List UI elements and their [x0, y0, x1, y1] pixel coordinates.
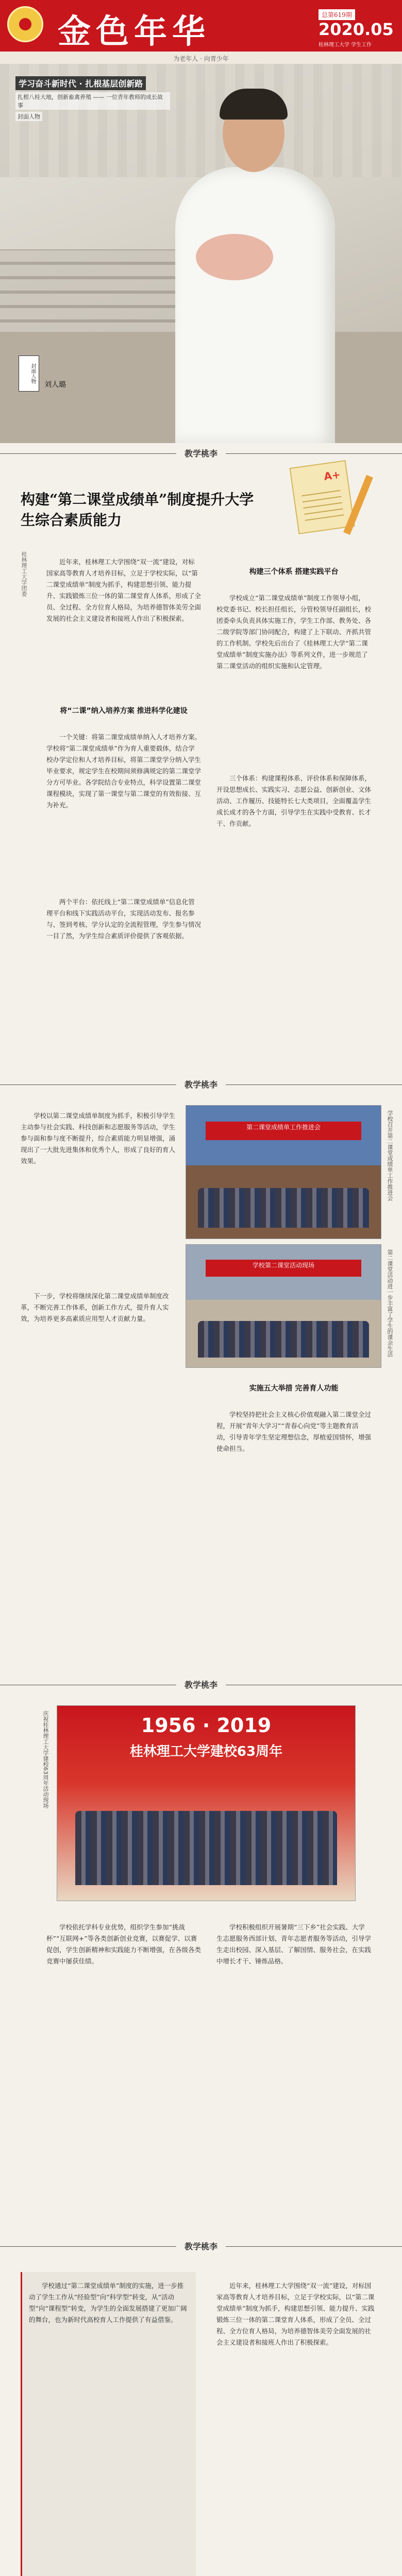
article-paragraph-9: 学校依托学科专业优势，组织学生参加“挑战杯”“互联网+”等各类创新创业竞赛，以赛促学、以赛促创，学生创新精神和实践能力不断增强，在各级各类竞赛中屡获佳绩。 [46, 1923, 202, 1965]
cover-subline: 扎根八桂大地，创新畜禽养殖 —— 一位青年教师的成长故事 [15, 92, 170, 110]
column-label-2: 教学桃李 [176, 1078, 226, 1090]
activity-photo [186, 1244, 381, 1368]
cover-text-block [15, 76, 170, 121]
piglet-image [196, 234, 273, 280]
column-label-4: 教学桃李 [176, 2240, 226, 2252]
publisher-line: 桂林理工大学 学生工作 [319, 42, 372, 48]
meeting-photo-banner: 第二课堂成绩单工作推进会 [206, 1122, 361, 1140]
article-author: 桂林理工大学团委 [21, 551, 27, 597]
pen-fence [0, 249, 175, 337]
slogan: 为老年人 · 向青少年 [0, 52, 402, 64]
side-column-subhead: 构建三个体系 搭建实践平台 [249, 568, 339, 576]
article-paragraph-1: 近年来，桂林理工大学围绕“双一流”建设，对标国家高等教育人才培养目标，立足于学校实际，以“第二课堂成绩单”制度为抓手，构建思想引领、能力提升、实践锻炼三位一体的第二课堂育人体系，形成了全员、全过程、全方位育人格局，为培养德智体美劳全面发展的社会主义建设者和接班人作出了积极探索。 [46, 558, 202, 622]
anniversary-photo [57, 1705, 356, 1901]
section-subhead-1: 将“二课”纳入培养方案 推进科学化建设 [60, 707, 188, 715]
article-paragraph-7: 下一步，学校将继续深化第二课堂成绩单制度改革，不断完善工作体系，创新工作方式，提升育人实效，为培养更多高素质应用型人才贡献力量。 [21, 1292, 169, 1323]
section-subhead-2: 实施五大举措 完善育人功能 [249, 1384, 339, 1393]
column-header-2 [0, 1074, 402, 1095]
article-paragraph-4: 两个平台：依托线上“第二课堂成绩单”信息化管理平台和线下实践活动平台，实现活动发布、报名参与、签到考核、学分认定的全流程管理，学生参与情况一目了然，为学生综合素质评价提供了客观依据。 [46, 898, 202, 940]
article-title: 构建“第二课堂成绩单”制度提升大学生综合素质能力 [21, 491, 254, 529]
cover-kicker: 学习奋斗新时代 · 扎根基层创新路 [15, 76, 146, 90]
issue-number-tag: 总第619期 [319, 9, 355, 20]
cover-photo [0, 64, 402, 443]
photo-caption-1: 学校召开第二课堂成绩单工作推进会 [387, 1110, 393, 1201]
masthead-band [0, 0, 402, 52]
cover-person-name: 刘人璐 [44, 381, 66, 389]
anniversary-years: 1956 · 2019 [141, 1714, 272, 1737]
article-page-1 [0, 443, 402, 1074]
article-paragraph-1-repeat: 近年来，桂林理工大学围绕“双一流”建设，对标国家高等教育人才培养目标，立足于学校实际，以“第二课堂成绩单”制度为抓手，构建思想引领、能力提升、实践锻炼三位一体的第二课堂育人体系，形成了全员、全过程、全方位育人格局，为培养德智体美劳全面发展的社会主义建设者和接班人作出了积极探索。 [216, 2282, 375, 2346]
anniversary-title: 桂林理工大学建校63周年 [129, 1744, 283, 1759]
article-page-2 [0, 1074, 402, 1674]
cover-subline-2: 封面人物 [15, 112, 42, 121]
article-paragraph-10: 学校积极组织开展暑期“三下乡”社会实践、大学生志愿服务西部计划、青年志愿者服务等活动，引导学生走出校园、深入基层、了解国情、服务社会，在实践中增长才干、锤炼品格。 [216, 1923, 372, 1965]
emblem-icon [7, 6, 43, 42]
photo-caption-2: 第二课堂活动进一步丰富了学生的课余生活 [387, 1249, 393, 1357]
magazine-title: 金色年华 [58, 12, 210, 51]
column-header-4 [0, 2236, 402, 2257]
article-paragraph-11: 学校通过“第二课堂成绩单”制度的实施，进一步推动了学生工作从“经验型”向“科学型”转变，从“活动型”向“课程型”转变，为学生的全面发展搭建了更加广阔的舞台，也为新时代高校育人工作提供了有益借鉴。 [29, 2282, 187, 2324]
article-page-3 [0, 1674, 402, 2236]
notebook-icon [289, 460, 355, 534]
article-paragraph-8: 学校坚持把社会主义核心价值观融入第二课堂全过程，开展“青年大学习”“青春心向党”等主题教育活动，引导青年学生坚定理想信念，厚植爱国情怀，增强使命担当。 [216, 1411, 372, 1452]
cover-page [0, 0, 402, 443]
article-page-4 [0, 2236, 402, 2576]
column-label: 教学桃李 [176, 447, 226, 459]
anniversary-caption: 庆祝桂林理工大学建校63周年活动现场 [42, 1710, 49, 1808]
activity-photo-banner: 学校第二课堂活动现场 [206, 1260, 361, 1277]
cover-person-badge: 封面人物 [19, 355, 39, 392]
column-header-3 [0, 1674, 402, 1695]
column-label-3: 教学桃李 [176, 1679, 226, 1690]
article-paragraph-6: 学校以第二课堂成绩单制度为抓手，积极引导学生主动参与社会实践、科技创新和志愿服务等活动，学生参与面和参与度不断提升，综合素质能力明显增强，涌现出了一大批先进集体和优秀个人，形成了良好的育人效果。 [21, 1112, 176, 1165]
article-paragraph-2: 学校成立“第二课堂成绩单”制度工作领导小组，校党委书记、校长担任组长，分管校领导任副组长，校团委牵头负责具体实施工作，学生工作部、教务处、各二级学院等部门协同配合，构建了上下联动、齐抓共管的工作机制。学校先后出台了《桂林理工大学“第二课堂成绩单”制度实施办法》等系列文件，进一步规范了第二课堂活动的组织实施和认定管理。 [216, 594, 372, 670]
article-paragraph-5: 三个体系：构建课程体系、评价体系和保障体系，开设思想成长、实践实习、志愿公益、创新创业、文体活动、工作履历、技能特长七大类项目，全面覆盖学生成长成才的各个方面，引导学生在实践中受教育、长才干、作贡献。 [216, 774, 372, 827]
article-paragraph-3: 一个关键：将第二课堂成绩单纳入人才培养方案。学校将“第二课堂成绩单”作为育人重要载体，结合学校办学定位和人才培养目标，将第二课堂学分纳入学生毕业要求，规定学生在校期间须修满规定的第二课堂学分方可毕业。各学院结合专业特点，科学设置第二课堂课程模块，实现了第一课堂与第二课堂的有效衔接、互为补充。 [46, 733, 202, 809]
issue-date: 2020.05 [319, 20, 394, 39]
cover-person-body [175, 167, 335, 443]
meeting-photo [186, 1105, 381, 1239]
